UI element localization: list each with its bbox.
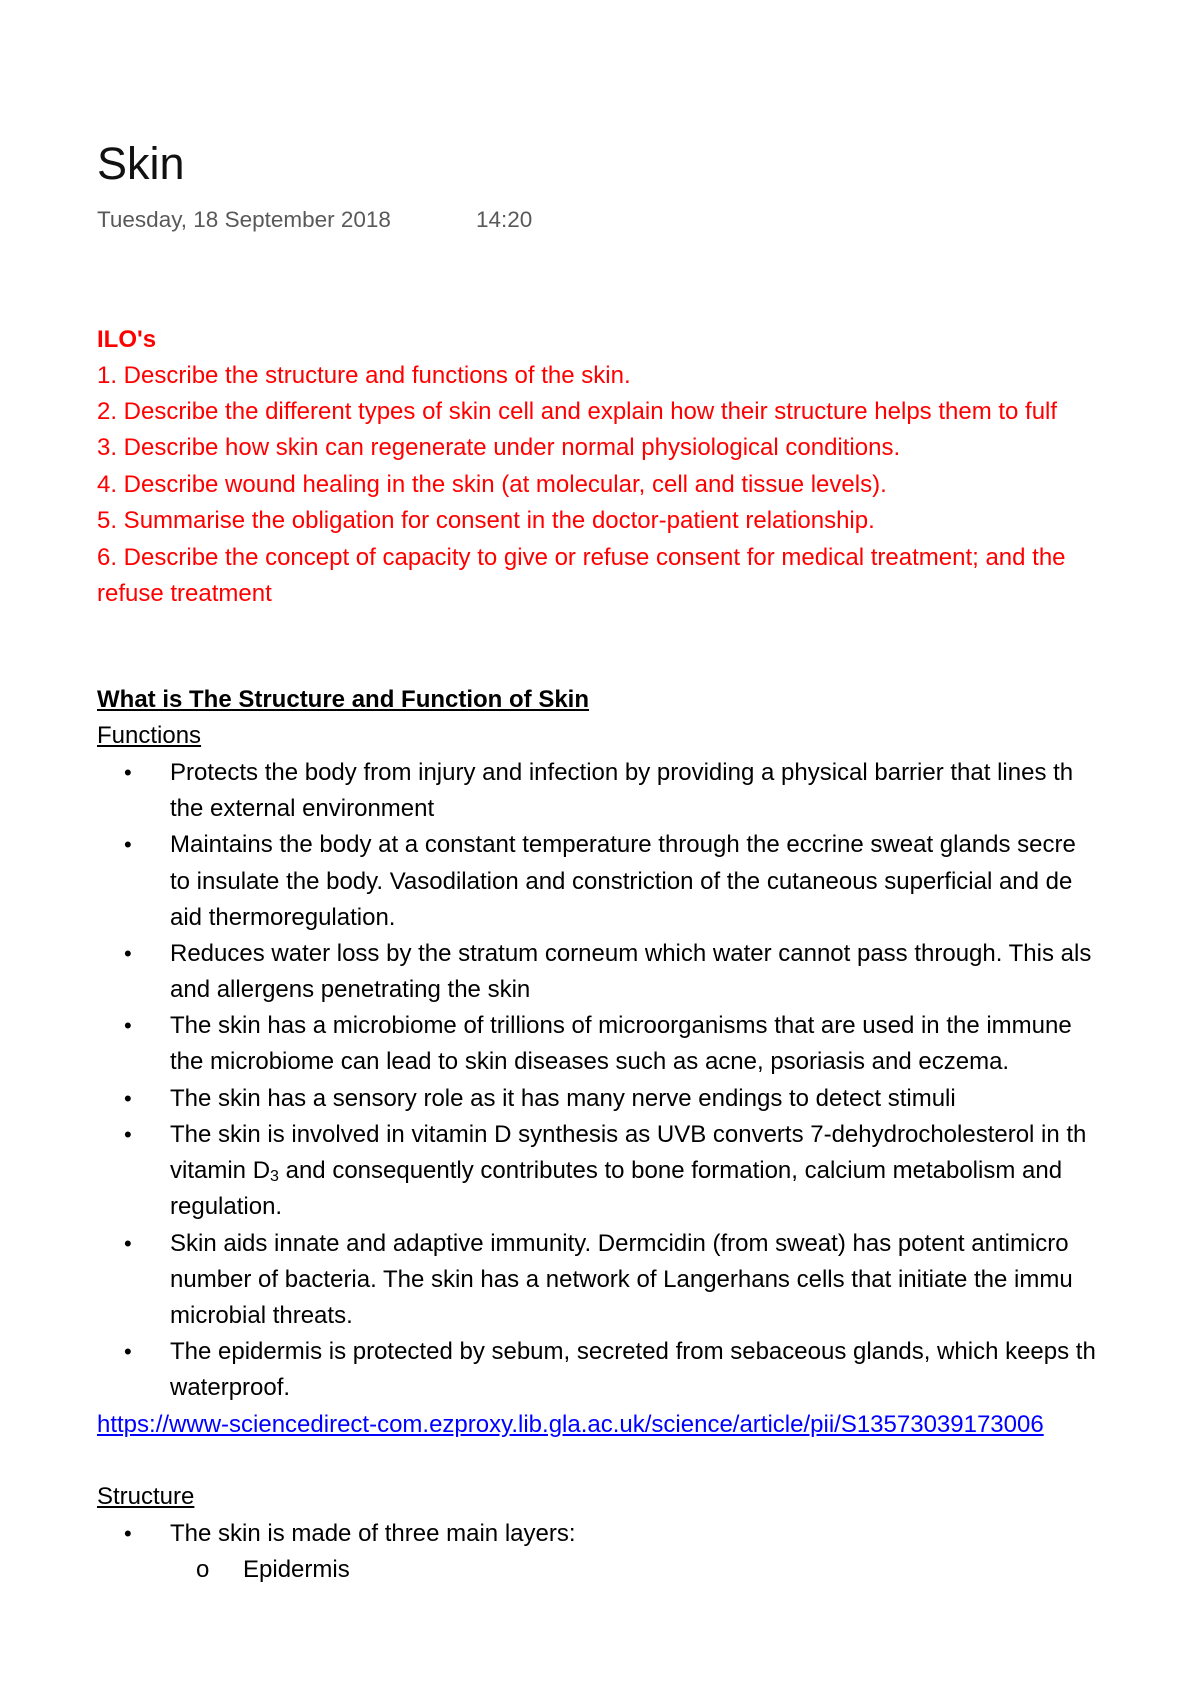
bullet-dot: • xyxy=(124,760,132,785)
structure-heading: Structure xyxy=(97,1483,195,1510)
list-item: The skin is made of three main layers: xyxy=(170,1520,576,1547)
ilo-item: 5. Summarise the obligation for consent in the doctor-patient relationship. xyxy=(97,507,875,534)
bullet-dot: • xyxy=(124,1521,132,1546)
bullet-dot: • xyxy=(124,1122,132,1147)
list-item: Skin aids innate and adaptive immunity. Dermcidin (from sweat) has potent antimicro xyxy=(170,1230,1069,1257)
bullet-dot: • xyxy=(124,1231,132,1256)
ilo-item: 3. Describe how skin can regenerate under normal physiological conditions. xyxy=(97,434,901,461)
list-item: The epidermis is protected by sebum, secreted from sebaceous glands, which keeps th xyxy=(170,1338,1096,1365)
sub-bullet-marker: o xyxy=(196,1556,210,1583)
list-item-continued: microbial threats. xyxy=(170,1302,353,1329)
list-item: Reduces water loss by the stratum corneum which water cannot pass through. This als xyxy=(170,940,1092,967)
vitamin-subscript: 3 xyxy=(270,1168,279,1185)
ilo-item: 6. Describe the concept of capacity to give or refuse consent for medical treatment; and the xyxy=(97,544,1066,571)
list-item-continued: to insulate the body. Vasodilation and constriction of the cutaneous superficial and de xyxy=(170,868,1073,895)
functions-heading: Functions xyxy=(97,722,202,749)
list-item-continued: waterproof. xyxy=(170,1374,291,1401)
list-item-continued: and allergens penetrating the skin xyxy=(170,976,531,1003)
list-item: The skin has a sensory role as it has many nerve endings to detect stimuli xyxy=(170,1085,956,1112)
ilo-item: 1. Describe the structure and functions of the skin. xyxy=(97,362,631,389)
note-time: 14:20 xyxy=(476,207,533,232)
reference-link[interactable]: https://www-sciencedirect-com.ezproxy.lib.gla.ac.uk/science/article/pii/S13573039173006 xyxy=(97,1411,1044,1438)
list-item-continued: number of bacteria. The skin has a network of Langerhans cells that initiate the immu xyxy=(170,1266,1073,1293)
bullet-dot: • xyxy=(124,1339,132,1364)
list-item-continued: regulation. xyxy=(170,1193,283,1220)
sub-list-item: Epidermis xyxy=(243,1556,350,1583)
note-date: Tuesday, 18 September 2018 xyxy=(97,207,391,232)
bullet-dot: • xyxy=(124,1013,132,1038)
list-item: The skin is involved in vitamin D synthesis as UVB converts 7-dehydrocholesterol in th xyxy=(170,1121,1087,1148)
list-item-continued: the external environment xyxy=(170,795,435,822)
bullet-dot: • xyxy=(124,832,132,857)
vitamin-text: vitamin D xyxy=(170,1157,271,1184)
ilo-item: 2. Describe the different types of skin cell and explain how their structure helps them to fulf xyxy=(97,398,1058,425)
page-title: Skin xyxy=(97,138,185,189)
list-item-continued: aid thermoregulation. xyxy=(170,904,396,931)
list-item: Maintains the body at a constant temperature through the eccrine sweat glands secre xyxy=(170,831,1076,858)
bullet-dot: • xyxy=(124,941,132,966)
list-item: Protects the body from injury and infection by providing a physical barrier that lines th xyxy=(170,759,1074,786)
ilo-item: 4. Describe wound healing in the skin (at molecular, cell and tissue levels). xyxy=(97,471,887,498)
ilo-heading: ILO's xyxy=(97,326,157,353)
list-item-continued xyxy=(170,1153,1062,1195)
section-heading: What is The Structure and Function of Skin xyxy=(97,686,590,713)
vitamin-text-rest: and consequently contributes to bone formation, calcium metabolism and xyxy=(285,1157,1063,1184)
ilo-item-continued: refuse treatment xyxy=(97,580,272,607)
list-item-continued: the microbiome can lead to skin diseases such as acne, psoriasis and eczema. xyxy=(170,1048,1010,1075)
bullet-dot: • xyxy=(124,1086,132,1111)
list-item: The skin has a microbiome of trillions of microorganisms that are used in the immune xyxy=(170,1012,1072,1039)
